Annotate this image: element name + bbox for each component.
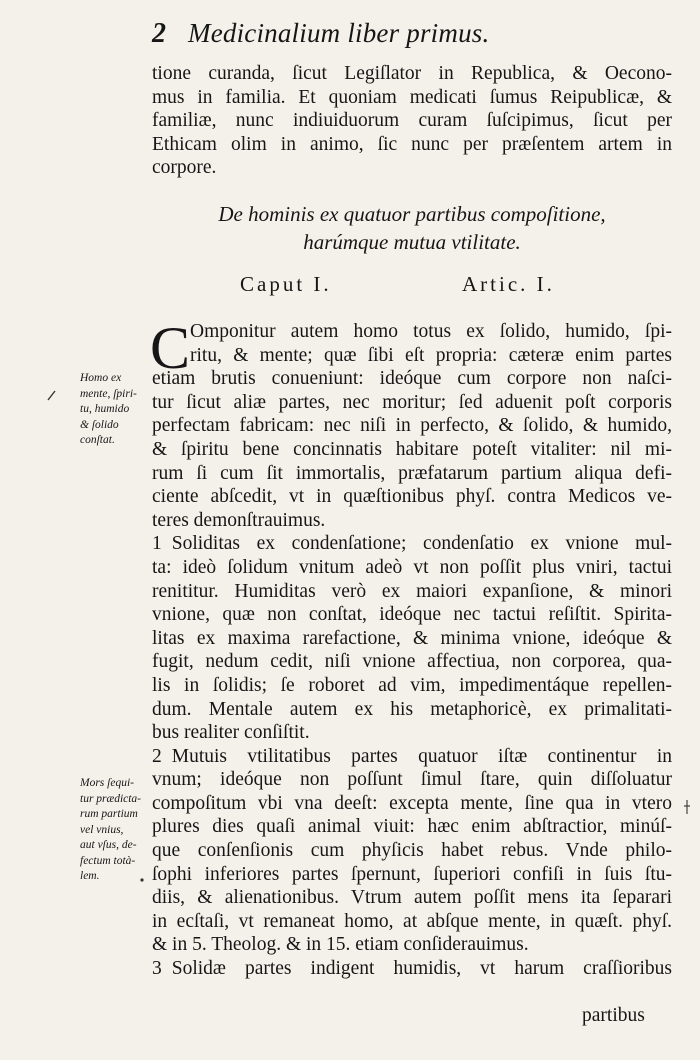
text-line: ſophi inferiores partes ſpernunt, ſuperiori confiſi in ſuis ſtu- (152, 863, 672, 885)
text-line: bus realiter conſiſtit. (152, 722, 310, 744)
text-line: rum ſi cum ſit immortalis, præfatarum partium aliqua defi- (152, 462, 672, 484)
text-line: lis in ſolidis; ſe roboret ad vim, impedimentáque repellen- (152, 674, 672, 696)
margin-note-line: Mors ſequi- (80, 777, 134, 789)
text-line: diis, & alienationibus. Vtrum autem poſſit mens ita ſeparari (152, 887, 672, 909)
text-line: familiæ, nunc indiuiduorum curam ſuſcipimus, ſicut per (152, 110, 672, 132)
paragraph-number: 3 (152, 958, 162, 980)
text-line: & in 5. Theolog. & in 15. etiam conſiderauimus. (152, 934, 529, 956)
text-line: & ſpiritu bene concinnatis habitare poteſt vitaliter: nil mi- (152, 438, 672, 460)
text-span: Solidæ partes indigent humidis, vt harum craſſioribus (171, 958, 672, 980)
text-line: corpore. (152, 157, 217, 179)
text-line: mus in familia. Et quoniam medicati ſumus Reipublicæ, & (152, 86, 672, 108)
caput-label: Caput I. (240, 272, 332, 296)
text-line: ciente abſcedit, vt in quæſtionibus phyſ. contra Medicos ve- (152, 486, 672, 508)
margin-note-line: lem. (80, 870, 100, 882)
text-line: dum. Mentale autem ex his metaphoricè, ex primalitati- (152, 698, 672, 720)
text-line: teres demonſtrauimus. (152, 509, 326, 531)
margin-note-line: aut vſus, de- (80, 839, 137, 851)
text-line: vnione, quæ non conſtat, ideóque nec tactui reſiſtit. Spirita- (152, 604, 672, 626)
text-line: ritu, & mente; quæ ſibi eſt propria: cæteræ enim partes (190, 344, 672, 366)
text-line: plures dies quaſi animal viuit: hæc enim abſtractior, minúſ- (152, 816, 672, 838)
heading-line: harúmque mutua vtilitate. (303, 230, 521, 254)
paragraph-1-first-line (152, 532, 672, 556)
margin-note-line: mente, ſpiri- (80, 387, 137, 400)
margin-note-line: rum partium (80, 808, 138, 820)
margin-note-line: vel vnius, (80, 823, 124, 836)
artic-label: Artic. I. (462, 272, 555, 296)
text-line: compoſitum vbi vna deeſt: excepta mente, ſine qua in vtero (152, 792, 672, 814)
text-line: Omponitur autem homo totus ex ſolido, humido, ſpi- (190, 321, 672, 342)
margin-note-line: tu, humido (80, 403, 130, 415)
ink-mark-right (682, 798, 692, 816)
chapter-row (240, 272, 640, 300)
paragraph-2-first-line (152, 745, 672, 769)
margin-note-1 (80, 371, 150, 449)
ink-mark-left (46, 388, 58, 402)
running-head: Medicinalium liber primus. (188, 18, 490, 48)
margin-note-2 (80, 776, 150, 885)
text-line: tione curanda, ſicut Legiſlator in Republica, & Oecono- (152, 63, 672, 84)
top-paragraph (152, 62, 672, 180)
paragraph-number: 2 (152, 745, 162, 767)
text-line: etiam brutis conueniunt: ideóque cum corpore non naſci- (152, 368, 672, 390)
text-line: que conſenſionis cum phyſicis habet rebus. Vnde philo- (152, 840, 672, 862)
section-heading (152, 200, 672, 256)
drop-cap: C (150, 315, 191, 381)
margin-note-line: conſtat. (80, 434, 115, 446)
text-line: in ecſtaſi, vt remaneat homo, at abſque mente, in quæſt. phyſ. (152, 910, 672, 932)
text-line: renititur. Humiditas verò ex maiori expanſione, & minori (152, 580, 672, 602)
text-span: Soliditas ex condenſatione; condenſatio ex vnione mul- (171, 533, 672, 555)
paragraph-3-first-line (152, 957, 672, 981)
text-line: fugit, nedum cedit, niſi vnione affectiua, non corporea, qua- (152, 651, 672, 673)
catchword: partibus (582, 1005, 645, 1026)
page-number: 2 (152, 18, 166, 49)
paragraph-number: 1 (152, 533, 162, 555)
margin-note-line: tur prædicta- (80, 792, 142, 805)
text-span: Mutuis vtilitatibus partes quatuor iſtæ continentur in (171, 745, 672, 767)
margin-note-line: fectum totà- (80, 854, 136, 867)
margin-note-line: Homo ex (80, 372, 122, 384)
text-line: ta: ideò ſolidum vnitum adeò vt non poſſit plus vniri, tactui (152, 556, 672, 578)
ink-dot (138, 876, 146, 884)
text-line: vnum; ideóque non poſſunt ſimul ſtare, quin diſſoluatur (152, 769, 672, 791)
page-header (152, 18, 582, 52)
margin-note-line: & ſolido (80, 418, 119, 431)
text-line: perfectam fabricam: nec niſi in perfecto, & ſolido, & humido, (152, 415, 672, 437)
main-body (150, 315, 672, 981)
heading-line: De hominis ex quatuor partibus compoſitione, (218, 202, 606, 226)
text-line: tur ſicut aliæ partes, nec moritur; ſed aduenit poſt corporis (152, 391, 672, 413)
text-line: Ethicam olim in animo, ſic nunc per præſentem artem in (152, 133, 672, 155)
text-line: litas ex maxima rarefactione, & minima vnione, ideóque & (152, 627, 672, 649)
